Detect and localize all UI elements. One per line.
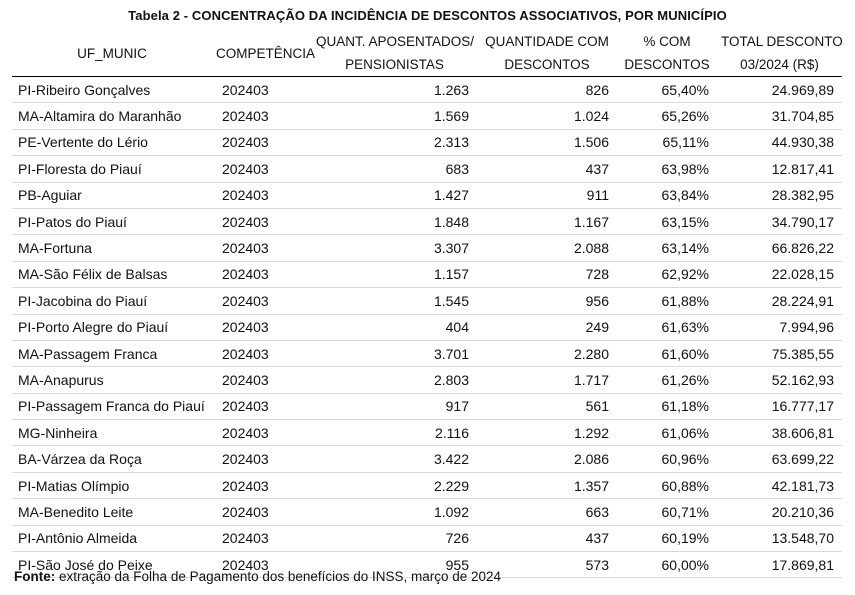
cell-total-desconto: 52.162,93	[717, 367, 842, 393]
cell-total-desconto: 20.210,36	[717, 499, 842, 525]
cell-percent-descontos: 61,63%	[617, 314, 717, 340]
cell-percent-descontos: 60,96%	[617, 446, 717, 472]
table-row	[12, 472, 842, 498]
cell-percent-descontos: 61,26%	[617, 367, 717, 393]
cell-uf-munic: PE-Vertente do Lério	[12, 129, 212, 155]
cell-uf-munic: PI-Passagem Franca do Piauí	[12, 393, 212, 419]
cell-total-desconto: 13.548,70	[717, 525, 842, 551]
cell-percent-descontos: 65,11%	[617, 129, 717, 155]
cell-quantidade-descontos: 437	[477, 156, 617, 182]
cell-competencia: 202403	[212, 525, 312, 551]
cell-uf-munic: PI-Floresta do Piauí	[12, 156, 212, 182]
col-header-quantidade-descontos: QUANTIDADE COM DESCONTOS	[477, 30, 617, 77]
cell-percent-descontos: 60,19%	[617, 525, 717, 551]
table-row	[12, 208, 842, 234]
table-row	[12, 129, 842, 155]
col-header-quant-aposentados: QUANT. APOSENTADOS/ PENSIONISTAS	[312, 30, 477, 77]
table-row	[12, 367, 842, 393]
cell-uf-munic: MA-Fortuna	[12, 235, 212, 261]
cell-uf-munic: MA-Benedito Leite	[12, 499, 212, 525]
cell-quantidade-descontos: 1.357	[477, 472, 617, 498]
cell-competencia: 202403	[212, 340, 312, 366]
cell-quant-aposentados: 1.157	[312, 261, 477, 287]
cell-competencia: 202403	[212, 367, 312, 393]
cell-quantidade-descontos: 663	[477, 499, 617, 525]
col-header-competencia: COMPETÊNCIA	[212, 30, 312, 77]
cell-uf-munic: MA-Passagem Franca	[12, 340, 212, 366]
cell-percent-descontos: 61,88%	[617, 288, 717, 314]
table-row	[12, 314, 842, 340]
cell-quantidade-descontos: 728	[477, 261, 617, 287]
col-header-uf-munic: UF_MUNIC	[12, 30, 212, 77]
source-label: Fonte:	[14, 569, 56, 584]
cell-competencia: 202403	[212, 288, 312, 314]
table-row	[12, 525, 842, 551]
cell-quantidade-descontos: 911	[477, 182, 617, 208]
cell-competencia: 202403	[212, 314, 312, 340]
cell-quantidade-descontos: 1.506	[477, 129, 617, 155]
cell-quantidade-descontos: 249	[477, 314, 617, 340]
cell-uf-munic: PI-Patos do Piauí	[12, 208, 212, 234]
table-row	[12, 446, 842, 472]
cell-total-desconto: 22.028,15	[717, 261, 842, 287]
table-row	[12, 288, 842, 314]
source-note	[14, 569, 501, 584]
cell-uf-munic: MA-Anapurus	[12, 367, 212, 393]
cell-percent-descontos: 60,00%	[617, 552, 717, 578]
cell-quant-aposentados: 1.427	[312, 182, 477, 208]
cell-uf-munic: MG-Ninheira	[12, 420, 212, 446]
cell-quant-aposentados: 3.422	[312, 446, 477, 472]
cell-competencia: 202403	[212, 235, 312, 261]
cell-total-desconto: 31.704,85	[717, 103, 842, 129]
cell-total-desconto: 75.385,55	[717, 340, 842, 366]
cell-uf-munic: PB-Aguiar	[12, 182, 212, 208]
cell-uf-munic: MA-São Félix de Balsas	[12, 261, 212, 287]
cell-uf-munic: PI-Antônio Almeida	[12, 525, 212, 551]
cell-competencia: 202403	[212, 103, 312, 129]
table-row	[12, 340, 842, 366]
cell-competencia: 202403	[212, 182, 312, 208]
cell-quantidade-descontos: 561	[477, 393, 617, 419]
cell-quantidade-descontos: 1.717	[477, 367, 617, 393]
cell-total-desconto: 28.224,91	[717, 288, 842, 314]
cell-quant-aposentados: 955	[312, 552, 477, 578]
cell-total-desconto: 7.994,96	[717, 314, 842, 340]
cell-percent-descontos: 62,92%	[617, 261, 717, 287]
cell-quant-aposentados: 1.092	[312, 499, 477, 525]
cell-uf-munic: PI-Jacobina do Piauí	[12, 288, 212, 314]
cell-total-desconto: 42.181,73	[717, 472, 842, 498]
cell-total-desconto: 63.699,22	[717, 446, 842, 472]
cell-competencia: 202403	[212, 129, 312, 155]
cell-percent-descontos: 60,71%	[617, 499, 717, 525]
cell-quantidade-descontos: 1.167	[477, 208, 617, 234]
table-row	[12, 420, 842, 446]
cell-quantidade-descontos: 2.088	[477, 235, 617, 261]
cell-quantidade-descontos: 956	[477, 288, 617, 314]
table-row	[12, 261, 842, 287]
cell-competencia: 202403	[212, 499, 312, 525]
cell-uf-munic: BA-Várzea da Roça	[12, 446, 212, 472]
cell-quant-aposentados: 917	[312, 393, 477, 419]
cell-total-desconto: 24.969,89	[717, 77, 842, 103]
cell-percent-descontos: 61,18%	[617, 393, 717, 419]
cell-competencia: 202403	[212, 393, 312, 419]
cell-percent-descontos: 63,14%	[617, 235, 717, 261]
cell-total-desconto: 28.382,95	[717, 182, 842, 208]
table-row	[12, 393, 842, 419]
table-row	[12, 103, 842, 129]
header-row	[12, 30, 842, 77]
table-row	[12, 156, 842, 182]
cell-quant-aposentados: 683	[312, 156, 477, 182]
cell-competencia: 202403	[212, 446, 312, 472]
cell-percent-descontos: 65,26%	[617, 103, 717, 129]
cell-uf-munic: PI-Porto Alegre do Piauí	[12, 314, 212, 340]
cell-percent-descontos: 61,06%	[617, 420, 717, 446]
col-header-total-desconto: TOTAL DESCONTO 03/2024 (R$)	[717, 30, 842, 77]
table-title: Tabela 2 - CONCENTRAÇÃO DA INCIDÊNCIA DE DESCONTOS ASSOCIATIVOS, POR MUNICÍPIO	[128, 8, 727, 23]
cell-uf-munic: PI-São José do Peixe	[12, 552, 212, 578]
cell-uf-munic: PI-Ribeiro Gonçalves	[12, 77, 212, 103]
cell-percent-descontos: 61,60%	[617, 340, 717, 366]
cell-quant-aposentados: 1.545	[312, 288, 477, 314]
municipality-discount-table	[12, 30, 842, 578]
cell-quantidade-descontos: 2.086	[477, 446, 617, 472]
cell-quantidade-descontos: 437	[477, 525, 617, 551]
cell-quant-aposentados: 2.313	[312, 129, 477, 155]
table-row	[12, 77, 842, 103]
cell-quant-aposentados: 3.701	[312, 340, 477, 366]
cell-percent-descontos: 63,98%	[617, 156, 717, 182]
source-text: extração da Folha de Pagamento dos benefícios do INSS, março de 2024	[55, 569, 502, 584]
cell-quant-aposentados: 2.116	[312, 420, 477, 446]
cell-quantidade-descontos: 1.292	[477, 420, 617, 446]
table-row	[12, 235, 842, 261]
cell-quant-aposentados: 1.263	[312, 77, 477, 103]
cell-competencia: 202403	[212, 77, 312, 103]
table-row	[12, 182, 842, 208]
cell-competencia: 202403	[212, 420, 312, 446]
cell-competencia: 202403	[212, 472, 312, 498]
cell-percent-descontos: 65,40%	[617, 77, 717, 103]
cell-quantidade-descontos: 2.280	[477, 340, 617, 366]
cell-competencia: 202403	[212, 208, 312, 234]
cell-quant-aposentados: 2.803	[312, 367, 477, 393]
cell-competencia: 202403	[212, 156, 312, 182]
cell-quant-aposentados: 404	[312, 314, 477, 340]
cell-quantidade-descontos: 1.024	[477, 103, 617, 129]
cell-total-desconto: 16.777,17	[717, 393, 842, 419]
cell-quant-aposentados: 3.307	[312, 235, 477, 261]
col-header-percent-descontos: % COM DESCONTOS	[617, 30, 717, 77]
cell-uf-munic: PI-Matias Olímpio	[12, 472, 212, 498]
cell-competencia: 202403	[212, 552, 312, 578]
cell-total-desconto: 44.930,38	[717, 129, 842, 155]
cell-competencia: 202403	[212, 261, 312, 287]
cell-quantidade-descontos: 573	[477, 552, 617, 578]
cell-quantidade-descontos: 826	[477, 77, 617, 103]
cell-total-desconto: 17.869,81	[717, 552, 842, 578]
cell-total-desconto: 12.817,41	[717, 156, 842, 182]
cell-uf-munic: MA-Altamira do Maranhão	[12, 103, 212, 129]
cell-total-desconto: 38.606,81	[717, 420, 842, 446]
cell-quant-aposentados: 726	[312, 525, 477, 551]
table-row	[12, 499, 842, 525]
cell-total-desconto: 66.826,22	[717, 235, 842, 261]
cell-percent-descontos: 60,88%	[617, 472, 717, 498]
cell-quant-aposentados: 1.848	[312, 208, 477, 234]
cell-total-desconto: 34.790,17	[717, 208, 842, 234]
cell-quant-aposentados: 2.229	[312, 472, 477, 498]
cell-percent-descontos: 63,15%	[617, 208, 717, 234]
cell-quant-aposentados: 1.569	[312, 103, 477, 129]
cell-percent-descontos: 63,84%	[617, 182, 717, 208]
